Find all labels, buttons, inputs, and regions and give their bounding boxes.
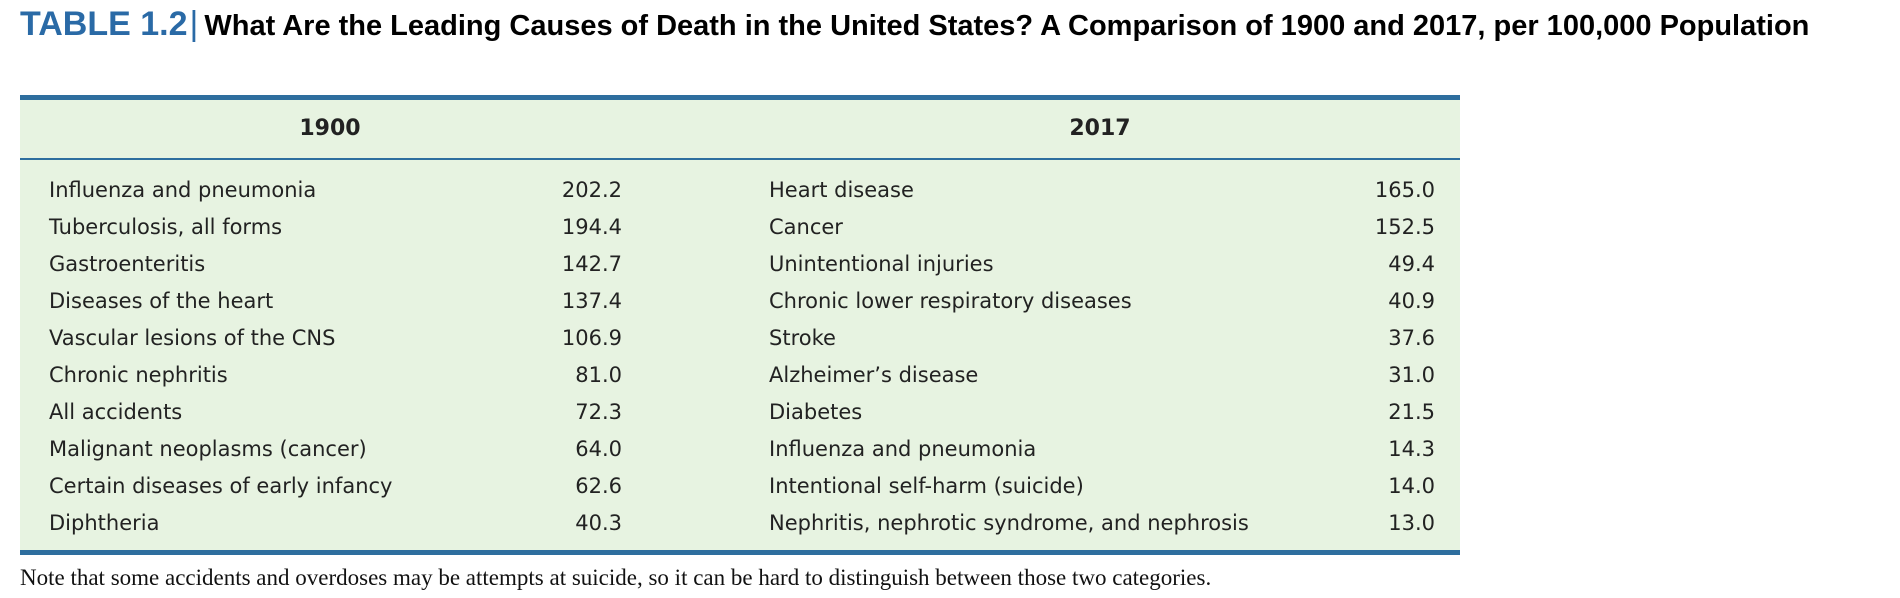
title-separator: | bbox=[189, 5, 199, 43]
title-text: What Are the Leading Causes of Death in the United States? A Comparison of 1900 and 2017, per 100,000 Population bbox=[204, 10, 1810, 42]
cause-2017: Stroke bbox=[769, 326, 836, 350]
cause-1900: Chronic nephritis bbox=[49, 363, 228, 387]
rate-2017: 165.0 bbox=[1374, 178, 1435, 202]
cause-1900: Tuberculosis, all forms bbox=[49, 215, 283, 239]
rate-1900: 81.0 bbox=[575, 363, 622, 387]
header-2017: 2017 bbox=[1069, 116, 1131, 141]
cause-1900: Diphtheria bbox=[49, 511, 160, 535]
rate-1900: 106.9 bbox=[561, 326, 622, 350]
table-row bbox=[20, 283, 1460, 320]
rate-2017: 152.5 bbox=[1374, 215, 1435, 239]
cause-2017: Cancer bbox=[769, 215, 843, 239]
cause-2017: Chronic lower respiratory diseases bbox=[769, 289, 1132, 313]
cause-2017: Unintentional injuries bbox=[769, 252, 994, 276]
cause-1900: Diseases of the heart bbox=[49, 289, 274, 313]
causes-of-death-table bbox=[20, 95, 1460, 555]
cause-2017: Intentional self-harm (suicide) bbox=[769, 474, 1084, 498]
table-title bbox=[20, 4, 1880, 46]
rate-1900: 64.0 bbox=[575, 437, 622, 461]
header-1900: 1900 bbox=[299, 116, 361, 141]
table-header bbox=[20, 100, 1460, 160]
cause-1900: Gastroenteritis bbox=[49, 252, 206, 276]
table-row bbox=[20, 431, 1460, 468]
table-row bbox=[20, 172, 1460, 209]
table-row bbox=[20, 394, 1460, 431]
rate-2017: 13.0 bbox=[1388, 511, 1435, 535]
rate-2017: 49.4 bbox=[1388, 252, 1435, 276]
table-row bbox=[20, 357, 1460, 394]
cause-1900: All accidents bbox=[49, 400, 183, 424]
rate-2017: 14.3 bbox=[1388, 437, 1435, 461]
rate-1900: 142.7 bbox=[561, 252, 622, 276]
cause-2017: Alzheimer’s disease bbox=[769, 363, 979, 387]
table-row bbox=[20, 209, 1460, 246]
rate-1900: 62.6 bbox=[575, 474, 622, 498]
table-row bbox=[20, 320, 1460, 357]
rate-1900: 137.4 bbox=[561, 289, 622, 313]
cause-2017: Diabetes bbox=[769, 400, 863, 424]
cause-1900: Malignant neoplasms (cancer) bbox=[49, 437, 367, 461]
table-body bbox=[20, 172, 1460, 542]
table-row bbox=[20, 246, 1460, 283]
rate-1900: 194.4 bbox=[561, 215, 622, 239]
cause-2017: Heart disease bbox=[769, 178, 914, 202]
cause-1900: Certain diseases of early infancy bbox=[49, 474, 393, 498]
table-row bbox=[20, 468, 1460, 505]
rate-1900: 40.3 bbox=[575, 511, 622, 535]
rate-2017: 31.0 bbox=[1388, 363, 1435, 387]
rate-2017: 21.5 bbox=[1388, 400, 1435, 424]
rate-2017: 40.9 bbox=[1388, 289, 1435, 313]
cause-2017: Nephritis, nephrotic syndrome, and nephrosis bbox=[769, 511, 1249, 535]
rate-2017: 37.6 bbox=[1388, 326, 1435, 350]
rate-1900: 202.2 bbox=[561, 178, 622, 202]
table-number: TABLE 1.2 bbox=[20, 5, 188, 43]
cause-1900: Influenza and pneumonia bbox=[49, 178, 317, 202]
rate-1900: 72.3 bbox=[575, 400, 622, 424]
cause-1900: Vascular lesions of the CNS bbox=[49, 326, 336, 350]
table-note: Note that some accidents and overdoses may be attempts at suicide, so it can be hard to distinguish between those two categories. bbox=[20, 565, 1212, 590]
table-row bbox=[20, 505, 1460, 542]
cause-2017: Influenza and pneumonia bbox=[769, 437, 1037, 461]
rate-2017: 14.0 bbox=[1388, 474, 1435, 498]
